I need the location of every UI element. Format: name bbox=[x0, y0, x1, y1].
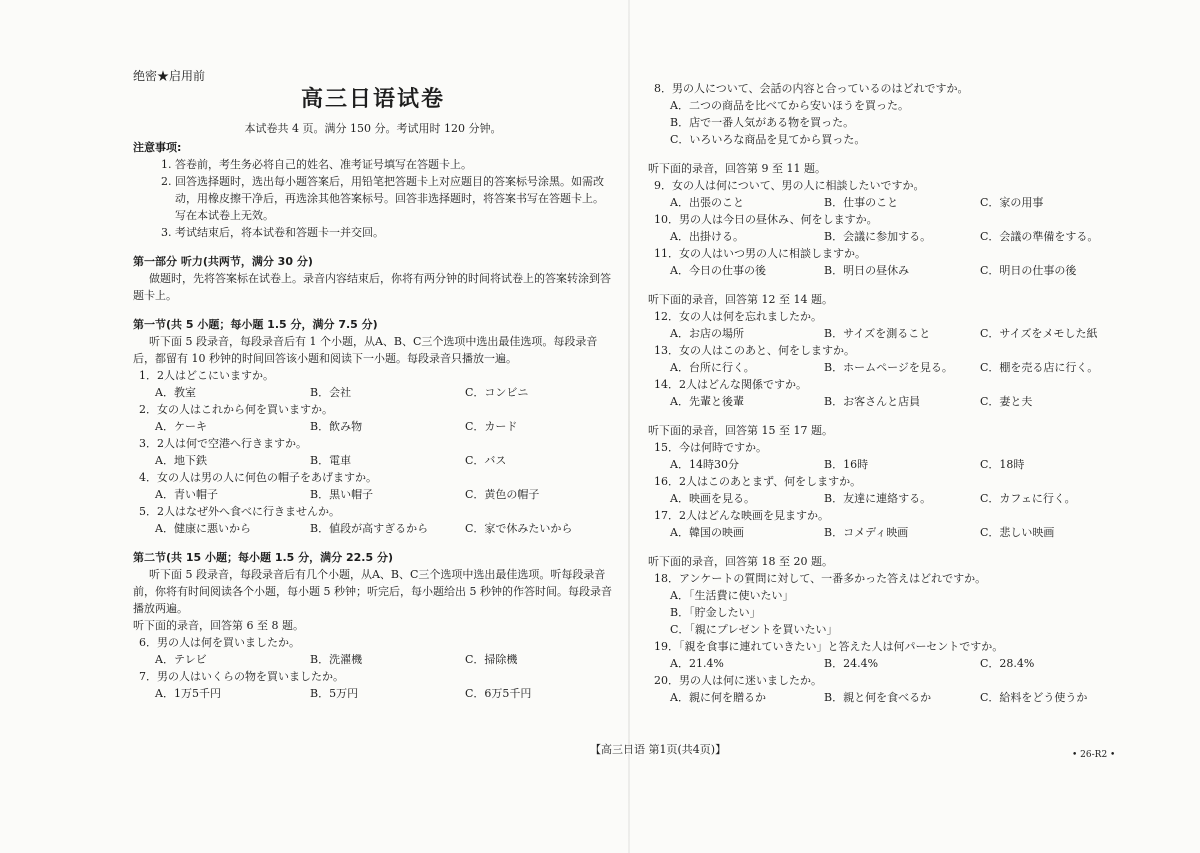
option-c: C．棚を売る店に行く。 bbox=[980, 361, 1099, 374]
question-text: 12．女の人は何を忘れましたか。 bbox=[654, 310, 822, 323]
question-text: 16．2人はこのあとまず、何をしますか。 bbox=[654, 475, 862, 488]
option-c: C．会議の準備をする。 bbox=[980, 230, 1099, 243]
option-a: A．ケーキ bbox=[155, 420, 207, 433]
option-c: C．明日の仕事の後 bbox=[980, 264, 1077, 277]
group-intro: 听下面的录音，回答第 12 至 14 题。 bbox=[648, 293, 833, 306]
group-intro: 听下面的录音，回答第 9 至 11 题。 bbox=[648, 162, 826, 175]
section1-desc: 听下面 5 段录音，每段录音后有 1 个小题，从A、B、C三个选项中选出最佳选项。每段录音后，都留有 10 秒钟的时间回答该小题和阅读下一小题。每段录音只播放一遍。 bbox=[133, 335, 598, 365]
question-text: 2．女の人はこれから何を買いますか。 bbox=[139, 403, 333, 416]
question-5 bbox=[133, 503, 613, 537]
question-4 bbox=[133, 469, 613, 503]
exam-title: 高三日语试卷 bbox=[300, 87, 445, 112]
question-3 bbox=[133, 435, 613, 469]
option-a: A．先輩と後輩 bbox=[670, 395, 744, 408]
question-text: 13．女の人はこのあと、何をしますか。 bbox=[654, 344, 855, 357]
question-20 bbox=[648, 672, 1118, 706]
question-text: 3．2人は何で空港へ行きますか。 bbox=[139, 437, 307, 450]
page-fold bbox=[628, 0, 630, 853]
option-c: C．サイズをメモした紙 bbox=[980, 327, 1098, 340]
group-intro: 听下面的录音，回答第 15 至 17 题。 bbox=[648, 424, 833, 437]
group-intro: 听下面的录音，回答第 6 至 8 题。 bbox=[133, 619, 304, 632]
exam-subtitle: 本试卷共 4 页。满分 150 分。考试用时 120 分钟。 bbox=[244, 122, 502, 135]
option-a: A．「生活費に使いたい」 bbox=[670, 589, 794, 602]
option-a: A．二つの商品を比べてから安いほうを買った。 bbox=[670, 99, 909, 112]
question-11 bbox=[648, 245, 1118, 279]
option-c: C．妻と夫 bbox=[980, 395, 1033, 408]
option-b: B．お客さんと店員 bbox=[824, 395, 921, 408]
part1-desc: 做题时，先将答案标在试卷上。录音内容结束后，你将有两分钟的时间将试卷上的答案转涂到答题卡上。 bbox=[133, 272, 611, 302]
question-text: 11．女の人はいつ男の人に相談しますか。 bbox=[654, 247, 866, 260]
option-b: B．24.4% bbox=[824, 657, 879, 670]
option-c: C．6万5千円 bbox=[465, 687, 532, 700]
section2-heading: 第二节(共 15 小题；每小题 1.5 分，满分 22.5 分) bbox=[133, 551, 393, 564]
question-text: 15．今は何時ですか。 bbox=[654, 441, 767, 454]
question-17 bbox=[648, 507, 1118, 541]
option-c: C．18時 bbox=[980, 458, 1025, 471]
question-6 bbox=[133, 634, 613, 668]
option-a: A．テレビ bbox=[155, 653, 207, 666]
option-b: B．16時 bbox=[824, 458, 869, 471]
option-c: C．家で休みたいから bbox=[465, 522, 573, 535]
option-c: C．家の用事 bbox=[980, 196, 1044, 209]
option-c: C．カード bbox=[465, 420, 518, 433]
question-10 bbox=[648, 211, 1118, 245]
option-a: A．映画を見る。 bbox=[670, 492, 755, 505]
section1-heading: 第一节(共 5 小题；每小题 1.5 分，满分 7.5 分) bbox=[133, 318, 378, 331]
option-b: B．電車 bbox=[310, 454, 352, 467]
option-b: B．「貯金したい」 bbox=[670, 606, 761, 619]
question-18 bbox=[648, 570, 1118, 638]
option-b: B．友達に連絡する。 bbox=[824, 492, 932, 505]
option-a: A．台所に行く。 bbox=[670, 361, 755, 374]
option-a: A．青い帽子 bbox=[155, 488, 218, 501]
question-16 bbox=[648, 473, 1118, 507]
question-1 bbox=[133, 367, 613, 401]
option-b: B．飲み物 bbox=[310, 420, 363, 433]
option-a: A．14時30分 bbox=[670, 458, 739, 471]
question-12 bbox=[648, 308, 1118, 342]
option-a: A．出掛ける。 bbox=[670, 230, 744, 243]
option-a: A．教室 bbox=[155, 386, 196, 399]
note-item: 2. 回答选择题时，选出每小题答案后，用铅笔把答题卡上对应题目的答案标号涂黑。如需改动，用橡皮擦干净后，再选涂其他答案标号。回答非选择题时，将答案书写在答题卡上。写在本试卷上无效。 bbox=[161, 175, 604, 222]
question-19 bbox=[648, 638, 1118, 672]
secret-label: 绝密★启用前 bbox=[133, 69, 206, 83]
question-text: 18．アンケートの質問に対して、一番多かった答えはどれですか。 bbox=[654, 572, 987, 585]
right-column bbox=[648, 80, 1118, 706]
option-a: A．出張のこと bbox=[670, 196, 744, 209]
option-b: B．ホームページを見る。 bbox=[824, 361, 953, 374]
group-intro: 听下面的录音，回答第 18 至 20 题。 bbox=[648, 555, 833, 568]
option-b: B．仕事のこと bbox=[824, 196, 899, 209]
option-a: A．韓国の映画 bbox=[670, 526, 744, 539]
option-b: B．親と何を食べるか bbox=[824, 691, 932, 704]
option-b: B．5万円 bbox=[310, 687, 359, 700]
left-column bbox=[133, 68, 613, 702]
question-text: 9．女の人は何について、男の人に相談したいですか。 bbox=[654, 179, 925, 192]
option-c: C．黄色の帽子 bbox=[465, 488, 540, 501]
option-b: B．コメディ映画 bbox=[824, 526, 909, 539]
option-c: C．コンビニ bbox=[465, 386, 529, 399]
question-9 bbox=[648, 177, 1118, 211]
question-8 bbox=[648, 80, 1118, 148]
option-c: C．悲しい映画 bbox=[980, 526, 1055, 539]
option-a: A．親に何を贈るか bbox=[670, 691, 766, 704]
section2-desc: 听下面 5 段录音，每段录音后有几个小题，从A、B、C三个选项中选出最佳选项。听每段录音前，你将有时间阅读各个小题，每小题 5 秒钟；听完后，每小题给出 5 秒钟的作答时间。每段录音播放两遍。 bbox=[133, 568, 612, 615]
option-c: C．掃除機 bbox=[465, 653, 518, 666]
option-b: B．洗濯機 bbox=[310, 653, 363, 666]
option-b: B．明日の昼休み bbox=[824, 264, 910, 277]
question-15 bbox=[648, 439, 1118, 473]
page-footer: 【高三日语 第1页(共4页)】 bbox=[590, 743, 727, 756]
question-text: 17．2人はどんな映画を見ますか。 bbox=[654, 509, 829, 522]
option-b: B．値段が高すぎるから bbox=[310, 522, 429, 535]
question-text: 1．2人はどこにいますか。 bbox=[139, 369, 274, 382]
question-text: 19．「親を食事に連れていきたい」と答えた人は何パーセントですか。 bbox=[654, 640, 1004, 653]
option-c: C．給料をどう使うか bbox=[980, 691, 1088, 704]
option-b: B．店で一番人気がある物を買った。 bbox=[670, 116, 855, 129]
question-text: 8．男の人について、会話の内容と合っているのはどれですか。 bbox=[654, 82, 969, 95]
option-c: C．カフェに行く。 bbox=[980, 492, 1076, 505]
option-a: A．地下鉄 bbox=[155, 454, 207, 467]
question-text: 6．男の人は何を買いましたか。 bbox=[139, 636, 300, 649]
question-7 bbox=[133, 668, 613, 702]
question-text: 10．男の人は今日の昼休み、何をしますか。 bbox=[654, 213, 878, 226]
option-a: A．21.4% bbox=[670, 657, 724, 670]
option-b: B．サイズを測ること bbox=[824, 327, 931, 340]
part1-heading: 第一部分 听力(共两节，满分 30 分) bbox=[133, 255, 313, 268]
option-c: C．「親にプレゼントを買いたい」 bbox=[670, 623, 838, 636]
question-2 bbox=[133, 401, 613, 435]
option-a: A．健康に悪いから bbox=[155, 522, 251, 535]
option-a: A．今日の仕事の後 bbox=[670, 264, 766, 277]
option-a: A．1万5千円 bbox=[155, 687, 221, 700]
question-13 bbox=[648, 342, 1118, 376]
option-b: B．黒い帽子 bbox=[310, 488, 374, 501]
question-text: 14．2人はどんな関係ですか。 bbox=[654, 378, 807, 391]
question-text: 4．女の人は男の人に何色の帽子をあげますか。 bbox=[139, 471, 377, 484]
option-b: B．会社 bbox=[310, 386, 352, 399]
exam-code: • 26-R2 • bbox=[1072, 750, 1116, 760]
notes-heading: 注意事项: bbox=[133, 141, 182, 154]
option-b: B．会議に参加する。 bbox=[824, 230, 932, 243]
note-item: 3. 考试结束后，将本试卷和答题卡一并交回。 bbox=[161, 226, 384, 239]
question-text: 20．男の人は何に迷いましたか。 bbox=[654, 674, 822, 687]
note-item: 1. 答卷前，考生务必将自己的姓名、准考证号填写在答题卡上。 bbox=[161, 158, 472, 171]
question-14 bbox=[648, 376, 1118, 410]
question-text: 5．2人はなぜ外へ食べに行きませんか。 bbox=[139, 505, 340, 518]
option-c: C．28.4% bbox=[980, 657, 1035, 670]
option-c: C．いろいろな商品を見てから買った。 bbox=[670, 133, 866, 146]
option-a: A．お店の場所 bbox=[670, 327, 744, 340]
question-text: 7．男の人はいくらの物を買いましたか。 bbox=[139, 670, 344, 683]
option-c: C．バス bbox=[465, 454, 507, 467]
